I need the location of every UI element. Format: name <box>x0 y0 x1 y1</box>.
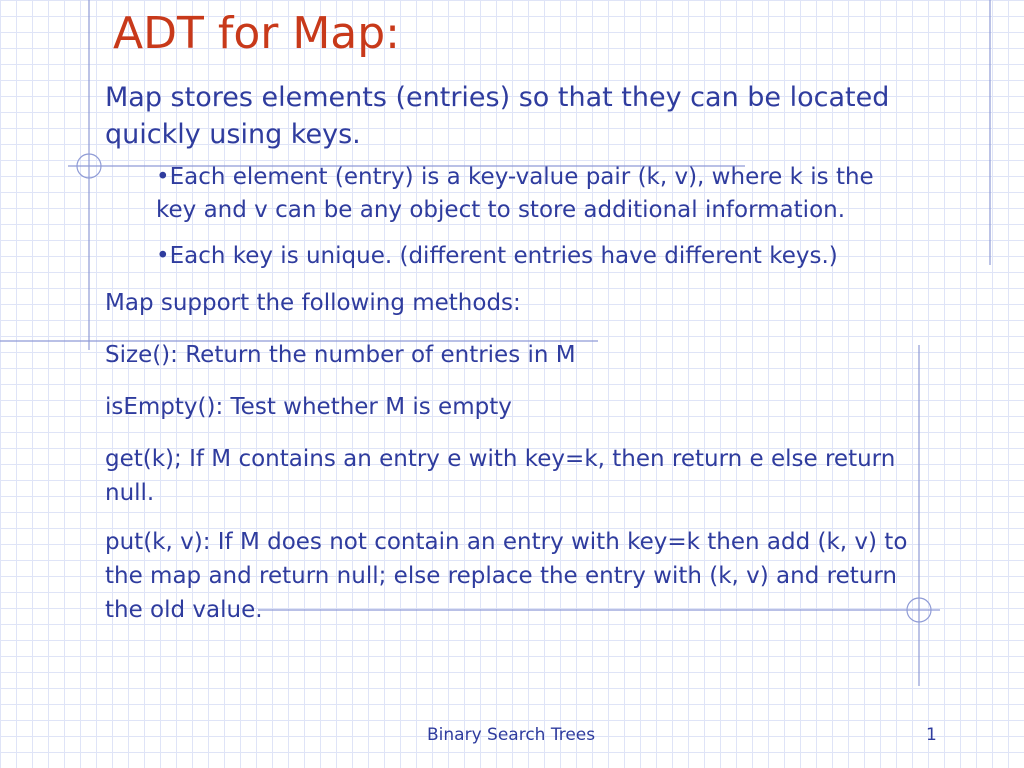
slide-body <box>105 79 920 642</box>
page-number: 1 <box>926 725 937 745</box>
methods-intro: Map support the following methods: <box>105 290 521 316</box>
method-isempty: isEmpty(): Test whether M is empty <box>105 394 512 420</box>
footer-title: Binary Search Trees <box>427 725 596 745</box>
method-get: get(k); If M contains an entry e with key=k, then return e else return null. <box>105 446 896 506</box>
method-size: Size(): Return the number of entries in M <box>105 342 576 368</box>
bullet-unique-key: •Each key is unique. (different entries have different keys.) <box>156 243 838 269</box>
method-put: put(k, v): If M does not contain an entry with key=k then add (k, v) to the map and return null; else replace the entry with (k, v) and return the old value. <box>105 529 908 623</box>
slide-title: ADT for Map: <box>113 8 401 59</box>
bullet-entry-pair: •Each element (entry) is a key-value pair (k, v), where k is the key and v can be any object to store additional information. <box>156 164 874 223</box>
lead-paragraph: Map stores elements (entries) so that they can be located quickly using keys. <box>105 82 890 150</box>
